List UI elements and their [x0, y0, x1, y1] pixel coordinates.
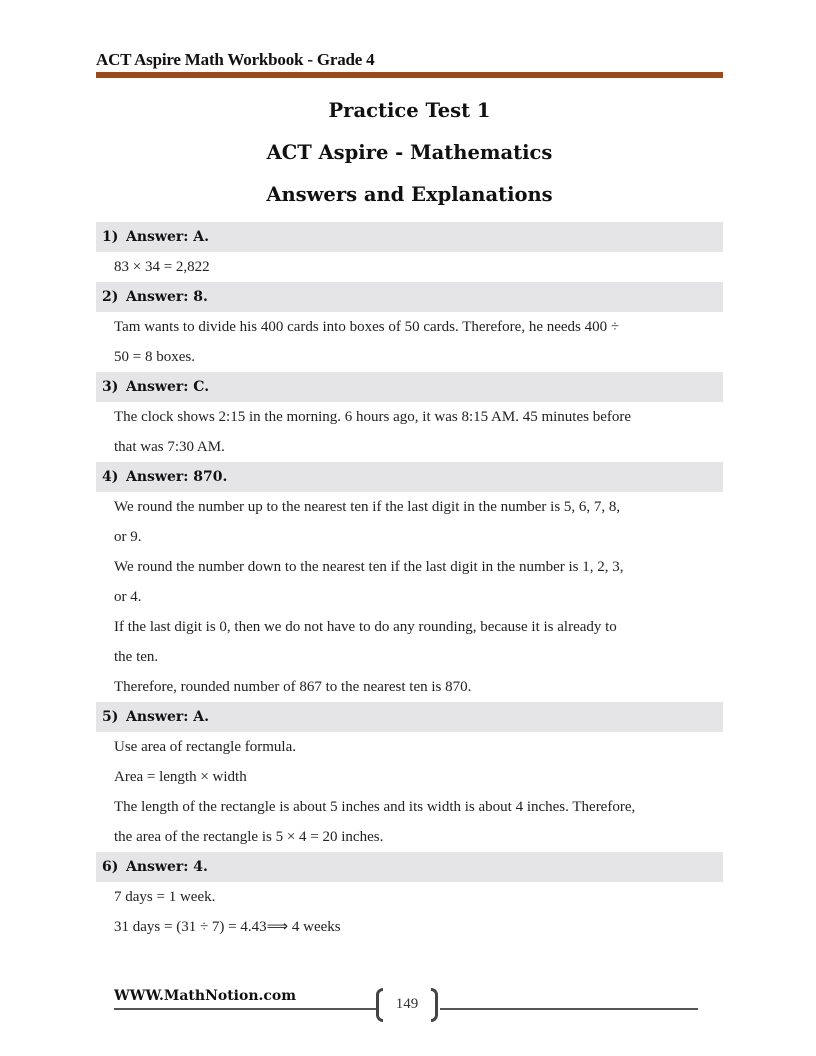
explanation-line: Therefore, rounded number of 867 to the nearest ten is 870. [114, 679, 472, 695]
header-divider [96, 72, 723, 78]
answer-header [96, 702, 723, 732]
explanation-line: Area = length × width [114, 769, 247, 785]
explanation-line: the area of the rectangle is 5 × 4 = 20 inches. [114, 829, 384, 845]
explanation-line: 50 = 8 boxes. [114, 349, 195, 365]
explanation-line: or 4. [114, 589, 142, 605]
explanation-line: 83 × 34 = 2,822 [114, 259, 210, 275]
answer-header [96, 372, 723, 402]
explanation-line: 31 days = (31 ÷ 7) = 4.43⟹ 4 weeks [114, 919, 341, 935]
footer-divider-left [114, 1008, 376, 1010]
page-titles [96, 96, 723, 222]
explanation-line: Use area of rectangle formula. [114, 739, 296, 755]
explanation-line: or 9. [114, 529, 142, 545]
answer-label: Answer: A. [126, 229, 210, 245]
answers-list [96, 222, 723, 942]
explanation-line: We round the number down to the nearest ten if the last digit in the number is 1, 2, 3, [114, 559, 624, 575]
answer-number: 1) [102, 229, 119, 245]
explanation-line: Tam wants to divide his 400 cards into boxes of 50 cards. Therefore, he needs 400 ÷ [114, 319, 620, 335]
answer-header [96, 462, 723, 492]
answer-number: 2) [102, 289, 119, 305]
explanation-line: The length of the rectangle is about 5 inches and its width is about 4 inches. Therefore, [114, 799, 636, 815]
explanation-line: 7 days = 1 week. [114, 889, 216, 905]
answer-header [96, 222, 723, 252]
explanation-line: the ten. [114, 649, 159, 665]
answer-label: Answer: A. [126, 709, 210, 725]
answer-number: 3) [102, 379, 119, 395]
answer-number: 5) [102, 709, 119, 725]
explanation-line: The clock shows 2:15 in the morning. 6 hours ago, it was 8:15 AM. 45 minutes before [114, 409, 632, 425]
footer-website: WWW.MathNotion.com [114, 988, 297, 1004]
title-subject: ACT Aspire - Mathematics [266, 141, 553, 164]
footer-divider-right [440, 1008, 698, 1010]
answer-label: Answer: 8. [126, 289, 208, 305]
header-title: ACT Aspire Math Workbook - Grade 4 [96, 50, 375, 69]
answer-header [96, 282, 723, 312]
title-practice-test: Practice Test 1 [328, 99, 491, 122]
answer-label: Answer: C. [126, 379, 210, 395]
explanation-line: If the last digit is 0, then we do not have to do any rounding, because it is already to [114, 619, 617, 635]
answer-label: Answer: 4. [126, 859, 208, 875]
page-number-right-bracket [431, 988, 438, 1022]
explanation-line: We round the number up to the nearest ten if the last digit in the number is 5, 6, 7, 8, [114, 499, 621, 515]
answer-number: 4) [102, 469, 119, 485]
page-number-left-bracket [376, 988, 383, 1022]
title-answers: Answers and Explanations [266, 183, 553, 206]
answer-header [96, 852, 723, 882]
explanation-line: that was 7:30 AM. [114, 439, 225, 455]
page-number: 149 [395, 996, 419, 1012]
answer-number: 6) [102, 859, 119, 875]
answer-label: Answer: 870. [126, 469, 228, 485]
